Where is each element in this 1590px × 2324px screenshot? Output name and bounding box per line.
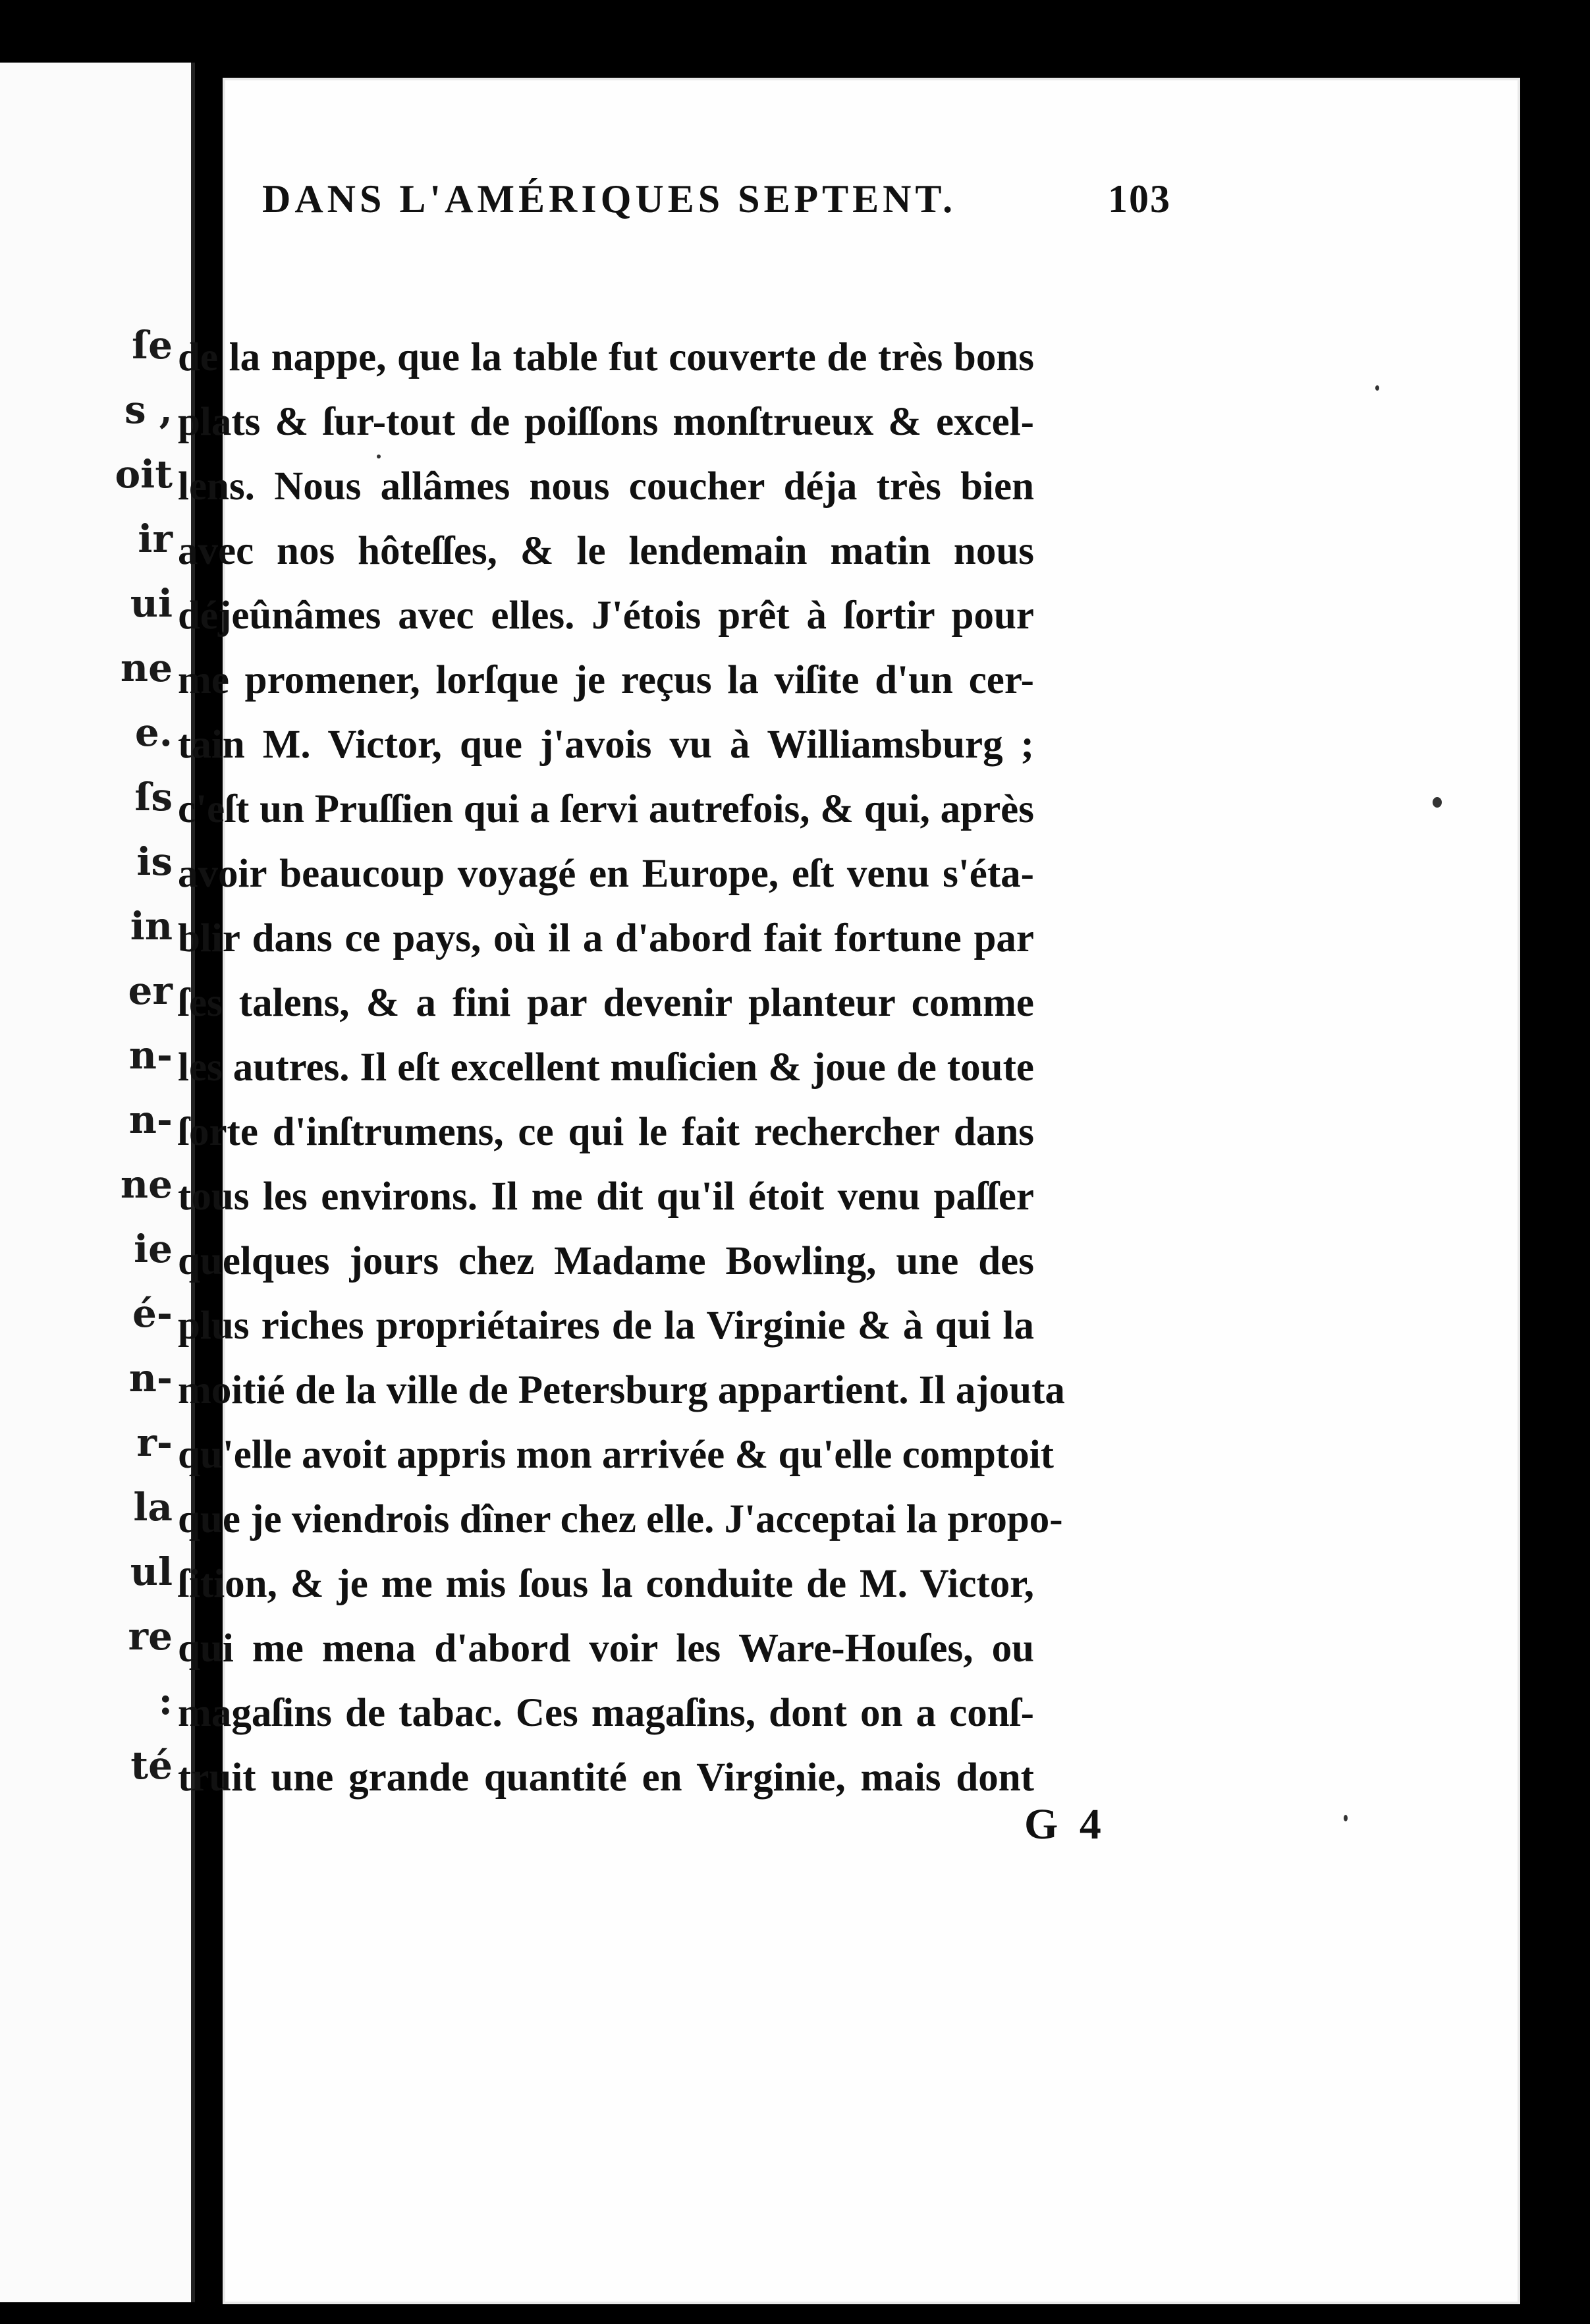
scan-speck xyxy=(377,455,381,458)
scan-speck xyxy=(1375,385,1379,391)
body-line: lens. Nous allâmes nous coucher déja très bien xyxy=(178,464,1034,509)
left-page-line: ir xyxy=(138,516,173,561)
left-page-line: ſs xyxy=(134,775,173,819)
left-page-line: é- xyxy=(132,1291,173,1336)
signature-mark: G 4 xyxy=(1024,1800,1107,1848)
body-line: que je viendrois dîner chez elle. J'acceptai la propo- xyxy=(178,1497,1063,1541)
left-page-line: ie xyxy=(134,1227,173,1271)
left-page-line: ne xyxy=(120,1162,173,1207)
left-page-line: re xyxy=(128,1614,173,1659)
body-line: déjeûnâmes avec elles. J'étois prêt à ſortir pour xyxy=(178,594,1034,638)
left-page-line: is xyxy=(136,839,173,884)
left-page-line: e. xyxy=(134,710,173,755)
body-line: ſes talens, & a fini par devenir planteur comme xyxy=(178,981,1034,1025)
body-line: avec nos hôteſſes, & le lendemain matin nous xyxy=(178,529,1034,573)
left-page-line: la xyxy=(133,1485,173,1530)
body-line: tain M. Victor, que j'avois vu à Williamsburg ; xyxy=(178,723,1034,767)
left-page-line: té xyxy=(130,1743,173,1788)
body-line: ſorte d'inſtrumens, ce qui le fait rechercher dans xyxy=(178,1110,1034,1154)
body-line: de la nappe, que la table fut couverte de très bons xyxy=(178,335,1034,379)
body-line: quelques jours chez Madame Bowling, une des xyxy=(178,1239,1034,1283)
body-line: c'eſt un Pruſſien qui a ſervi autrefois, & qui, après xyxy=(178,787,1034,831)
left-page-fragment xyxy=(0,63,195,2302)
scan-speck xyxy=(1344,1815,1348,1821)
body-line: les autres. Il eſt excellent muſicien & joue de toute xyxy=(178,1045,1034,1090)
body-line: magaſins de tabac. Ces magaſins, dont on a conſ- xyxy=(178,1691,1034,1735)
body-line: tous les environs. Il me dit qu'il étoit venu paſſer xyxy=(178,1175,1034,1219)
left-page-line: r- xyxy=(136,1420,173,1465)
body-line: plus riches propriétaires de la Virginie & à qui la xyxy=(178,1304,1034,1348)
scan-speck xyxy=(1433,797,1442,808)
left-page-line: oit xyxy=(115,452,173,497)
left-page-line: n- xyxy=(128,1356,173,1400)
left-page-line: : xyxy=(158,1678,173,1723)
body-line: blir dans ce pays, où il a d'abord fait fortune par xyxy=(178,916,1034,960)
body-text xyxy=(178,325,1065,1810)
page-number: 103 xyxy=(1108,177,1171,221)
body-line: me promener, lorſque je reçus la viſite d'un cer- xyxy=(178,658,1034,702)
running-head xyxy=(262,177,1171,222)
left-page-line: ne xyxy=(120,646,173,690)
left-page-line: n- xyxy=(128,1097,173,1142)
body-line: plats & ſur-tout de poiſſons monſtrueux & excel- xyxy=(178,400,1034,444)
body-line: qu'elle avoit appris mon arrivée & qu'elle comptoit xyxy=(178,1433,1054,1477)
left-page-line: er xyxy=(128,968,173,1013)
left-page-line: ſe xyxy=(132,323,173,368)
body-line: qui me mena d'abord voir les Ware-Houſes, ou xyxy=(178,1626,1034,1671)
left-page-line: ui xyxy=(130,581,173,626)
body-line: avoir beaucoup voyagé en Europe, eſt venu s'éta- xyxy=(178,852,1034,896)
body-line: ſition, & je me mis ſous la conduite de M. Victor, xyxy=(178,1562,1034,1606)
left-page-line: n- xyxy=(128,1033,173,1078)
left-page-line: s , xyxy=(124,387,173,432)
left-page-line: in xyxy=(130,904,173,949)
running-head-title: DANS L'AMÉRIQUES SEPTENT. xyxy=(262,177,957,221)
left-page-line: ul xyxy=(130,1549,173,1594)
body-line: truit une grande quantité en Virginie, mais dont xyxy=(178,1756,1034,1800)
body-line: moitié de la ville de Petersburg appartient. Il ajouta xyxy=(178,1368,1065,1412)
